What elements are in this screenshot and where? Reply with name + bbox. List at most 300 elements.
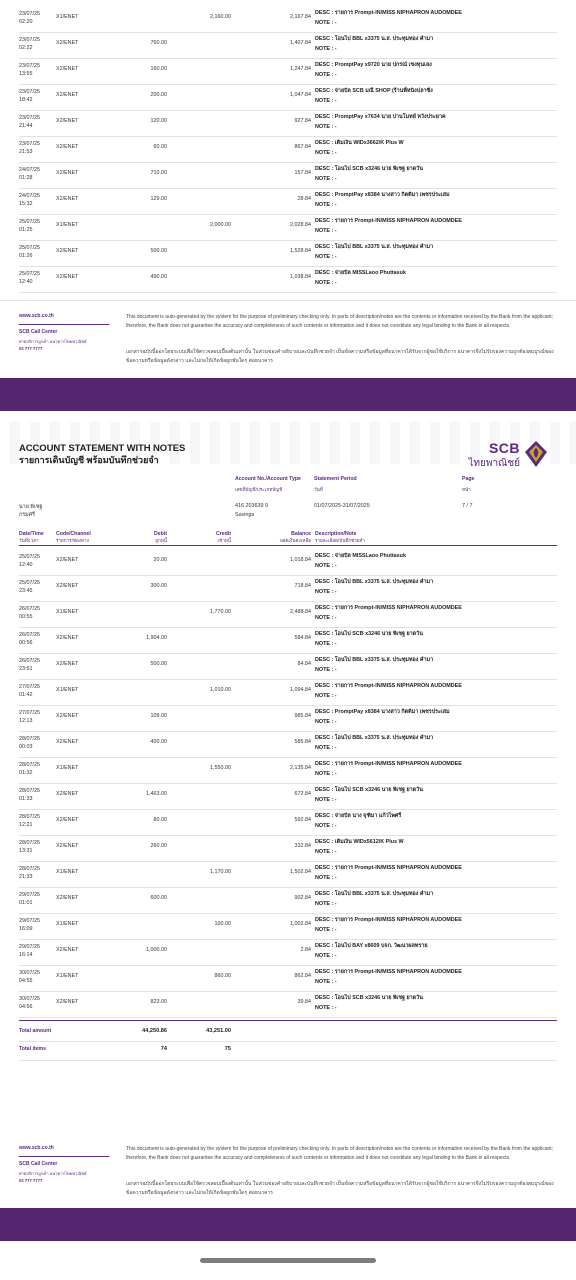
row-description: DESC : รายการ Prompt-IN/MISS NIPHAPRON AUDOMDEE (315, 969, 462, 975)
row-datetime (19, 787, 53, 803)
row-note: NOTE : - (315, 875, 337, 881)
row-date: 26/07/25 (19, 632, 40, 638)
disclaimer-th-p2: เอกสารฉบับนี้ออกโดยระบบเพื่อใช้ตรวจสอบเบื้องต้นเท่านั้น ในส่วนของคำอธิบายและบันทึกช่วยจำ เป็นข้อความหรือข้อมูลที่ธนาคารได้รับจากผู้ขอใช้บริการ ธนาคารจึงไม่รับรองความถูกต้องสมบูรณ์ของข้อความหรือข้อมูลดังกล่าว และไม่ก่อให้เกิดข้อผูกพันใดๆ ต่อธนาคาร (126, 1181, 554, 1196)
row-description: DESC : โอนไป SCB x3246 นาย พิเชฐ ยาดวัน (315, 166, 423, 172)
row-channel: X1/ENET (56, 687, 79, 693)
row-description: DESC : จ่ายบิล MISSLaoo Phuttasuk (315, 553, 406, 559)
row-note: NOTE : - (315, 745, 337, 751)
row-time: 12:40 (19, 279, 33, 285)
row-date: 25/07/25 (19, 580, 40, 586)
row-date: 26/07/25 (19, 658, 40, 664)
row-note: NOTE : - (315, 979, 337, 985)
row-channel: X2/ENET (56, 739, 79, 745)
row-datetime (19, 36, 53, 52)
row-credit: 1,170.00 (210, 869, 231, 875)
col-channel: Code/Channel (56, 531, 91, 537)
row-note: NOTE : - (315, 823, 337, 829)
row-time: 01:28 (19, 175, 33, 181)
row-date: 25/07/25 (19, 554, 40, 560)
row-description: DESC : เติมเงิน WIDx3662/K Plus W (315, 140, 404, 146)
row-date: 30/07/25 (19, 996, 40, 1002)
row-time: 02:22 (19, 45, 33, 51)
row-note: NOTE : - (315, 667, 337, 673)
row-time: 00:56 (19, 640, 33, 646)
row-time: 01:42 (19, 692, 33, 698)
row-datetime (19, 943, 53, 959)
row-debit: 129.00 (150, 196, 167, 202)
row-time: 04:56 (19, 1004, 33, 1010)
row-time: 15:32 (19, 201, 33, 207)
row-channel: X2/ENET (56, 196, 79, 202)
row-balance: 1,018.84 (290, 557, 311, 563)
table-row (19, 914, 557, 940)
total-amount-row (19, 1020, 557, 1042)
table-row (19, 111, 557, 137)
col-debit: Debit (154, 531, 167, 537)
row-debit: 20.00 (153, 557, 167, 563)
row-datetime (19, 553, 53, 569)
row-channel: X2/ENET (56, 895, 79, 901)
row-balance: 867.84 (294, 144, 311, 150)
row-note: NOTE : - (315, 641, 337, 647)
row-date: 28/07/25 (19, 866, 40, 872)
row-note: NOTE : - (315, 98, 337, 104)
row-date: 25/07/25 (19, 219, 40, 225)
account-number: 416 203639 9 (235, 503, 268, 509)
total-items-row (19, 1040, 557, 1061)
row-note: NOTE : - (315, 202, 337, 208)
table-row (19, 966, 557, 992)
call-center-th: ฝ่ายบริการลูกค้า ธนาคารไทยพาณิชย์ (19, 1171, 87, 1176)
table-row (19, 680, 557, 706)
row-time: 01:32 (19, 770, 33, 776)
row-description: DESC : โอนไป BBL x3375 น.ส. ประทุมทอง คำมา (315, 36, 434, 42)
row-note: NOTE : - (315, 150, 337, 156)
row-datetime (19, 88, 53, 104)
row-balance: 2,028.84 (290, 222, 311, 228)
row-balance: 672.84 (294, 791, 311, 797)
table-row (19, 550, 557, 576)
statement-period: 01/07/2025-31/07/2025 (314, 503, 370, 509)
col-balance: Balance (291, 531, 311, 537)
row-credit: 100.00 (214, 921, 231, 927)
table-row (19, 654, 557, 680)
row-balance: 1,502.84 (290, 869, 311, 875)
table-row (19, 241, 557, 267)
row-balance: 985.84 (294, 713, 311, 719)
row-time: 13:31 (19, 848, 33, 854)
disclaimer-th-p1: เอกสารฉบับนี้ออกโดยระบบเพื่อใช้ตรวจสอบเบื้องต้นเท่านั้น ในส่วนของคำอธิบายและบันทึกช่วยจำ เป็นข้อความหรือข้อมูลที่ธนาคารได้รับจากผู้ขอใช้บริการ ธนาคารจึงไม่รับรองความถูกต้องสมบูรณ์ของข้อความหรือข้อมูลดังกล่าว และไม่ก่อให้เกิดข้อผูกพันใดๆ ต่อธนาคาร (126, 349, 554, 364)
page-band-top (0, 378, 576, 411)
row-datetime (19, 244, 53, 260)
row-description: DESC : รายการ Prompt-IN/MISS NIPHAPRON AUDOMDEE (315, 761, 462, 767)
row-description: DESC : PromptPay x9720 นาย ปกรณ์ เชงทุนเลง (315, 62, 432, 68)
statement-title: ACCOUNT STATEMENT WITH NOTES (19, 443, 186, 454)
row-time: 01:26 (19, 253, 33, 259)
row-description: DESC : รายการ Prompt-IN/MISS NIPHAPRON AUDOMDEE (315, 10, 462, 16)
table-row (19, 862, 557, 888)
row-channel: X2/ENET (56, 40, 79, 46)
row-description: DESC : รายการ Prompt-IN/MISS NIPHAPRON AUDOMDEE (315, 865, 462, 871)
call-center-th: ฝ่ายบริการลูกค้า ธนาคารไทยพาณิชย์ (19, 339, 87, 344)
table-row (19, 602, 557, 628)
row-channel: X2/ENET (56, 999, 79, 1005)
page-label: Page (462, 476, 475, 482)
row-balance: 927.84 (294, 118, 311, 124)
row-debit: 490.00 (150, 274, 167, 280)
row-balance: 592.84 (294, 817, 311, 823)
row-time: 23:45 (19, 588, 33, 594)
row-date: 23/07/25 (19, 37, 40, 43)
row-channel: X2/ENET (56, 843, 79, 849)
row-date: 27/07/25 (19, 710, 40, 716)
row-balance: 718.84 (294, 583, 311, 589)
website-link[interactable]: www.scb.co.th (19, 1145, 54, 1151)
row-datetime (19, 865, 53, 881)
row-debit: 600.00 (150, 895, 167, 901)
row-credit: 1,010.00 (210, 687, 231, 693)
row-date: 28/07/25 (19, 736, 40, 742)
row-balance: 28.84 (297, 196, 311, 202)
row-description: DESC : โอนไป BBL x3375 น.ส. ประทุมทอง คำมา (315, 891, 434, 897)
row-note: NOTE : - (315, 20, 337, 26)
total-items-label: Total items (19, 1046, 46, 1052)
row-note: NOTE : - (315, 124, 337, 130)
row-time: 18:42 (19, 97, 33, 103)
col-desc-th: รายละเอียด/บันทึกช่วยจำ (315, 538, 365, 543)
table-row (19, 758, 557, 784)
row-description: DESC : เติมเงิน WIDx5612/K Plus W (315, 839, 404, 845)
row-date: 28/07/25 (19, 840, 40, 846)
row-time: 12:21 (19, 822, 33, 828)
row-date: 27/07/25 (19, 684, 40, 690)
row-channel: X2/ENET (56, 947, 79, 953)
row-note: NOTE : - (315, 927, 337, 933)
row-note: NOTE : - (315, 72, 337, 78)
total-amount-label: Total amount (19, 1028, 52, 1034)
row-date: 25/07/25 (19, 271, 40, 277)
table-row (19, 576, 557, 602)
table-row (19, 33, 557, 59)
row-datetime (19, 270, 53, 286)
row-time: 01:33 (19, 796, 33, 802)
row-balance: 862.84 (294, 973, 311, 979)
row-balance: 1,047.84 (290, 92, 311, 98)
row-datetime (19, 10, 53, 26)
row-description: DESC : จ่ายบิล นาง จุฑิมา แก้วไพศรี (315, 813, 402, 819)
row-note: NOTE : - (315, 254, 337, 260)
row-debit: 1,904.00 (146, 635, 167, 641)
row-datetime (19, 969, 53, 985)
row-balance: 585.84 (294, 739, 311, 745)
row-time: 00:03 (19, 744, 33, 750)
col-date: Date/Time (19, 531, 44, 537)
table-row (19, 163, 557, 189)
row-credit: 2,000.00 (210, 222, 231, 228)
table-row (19, 732, 557, 758)
row-debit: 500.00 (150, 248, 167, 254)
row-date: 29/07/25 (19, 918, 40, 924)
row-datetime (19, 683, 53, 699)
row-description: DESC : โอนไป BBL x3375 น.ส. ประทุมทอง คำมา (315, 244, 434, 250)
page-band-bottom (0, 1208, 576, 1241)
row-debit: 710.00 (150, 170, 167, 176)
row-time: 12:40 (19, 562, 33, 568)
row-balance: 1,094.84 (290, 687, 311, 693)
row-channel: X1/ENET (56, 973, 79, 979)
table-row (19, 137, 557, 163)
row-channel: X2/ENET (56, 661, 79, 667)
home-indicator[interactable] (200, 1258, 376, 1263)
table-row (19, 59, 557, 85)
row-datetime (19, 657, 53, 673)
row-channel: X2/ENET (56, 791, 79, 797)
row-balance: 2,135.84 (290, 765, 311, 771)
row-credit: 1,770.00 (210, 609, 231, 615)
row-datetime (19, 192, 53, 208)
row-channel: X1/ENET (56, 222, 79, 228)
period-label-th: วันที่ (314, 487, 323, 492)
debit-items: 74 (160, 1046, 167, 1052)
row-date: 28/07/25 (19, 762, 40, 768)
row-time: 01:25 (19, 227, 33, 233)
row-debit: 760.00 (150, 40, 167, 46)
row-datetime (19, 114, 53, 130)
row-note: NOTE : - (315, 953, 337, 959)
disclaimer-en-p1: This document is auto-generated by the system for the purpose of preliminary checking only. In parts of description/notes are the contents or information received by the Bank from the applicant; therefore, the Bank does not guarantee the accuracy and completeness of such contents or information and it does not constitute any legal binding to the Bank in all respects. (126, 314, 554, 329)
col-credit-th: เข้าหนี้ (217, 538, 231, 543)
row-datetime (19, 605, 53, 621)
row-description: DESC : PromptPay x7634 นาย ปานโมทย์ หวังประยาค (315, 114, 446, 120)
disclaimer-en-p2: This document is auto-generated by the system for the purpose of preliminary checking only. In parts of description/notes are the contents or information received by the Bank from the applicant; therefore, the Bank does not guarantee the accuracy and completeness of such contents or information and it does not constitute any legal binding to the Bank in all respects. (126, 1146, 554, 1161)
row-balance: 1,038.84 (290, 274, 311, 280)
row-date: 25/07/25 (19, 245, 40, 251)
row-description: DESC : รายการ Prompt-IN/MISS NIPHAPRON AUDOMDEE (315, 683, 462, 689)
row-description: DESC : โอนไป BBL x3375 น.ส. ประทุมทอง คำมา (315, 735, 434, 741)
row-time: 12:13 (19, 718, 33, 724)
row-note: NOTE : - (315, 563, 337, 569)
table-row (19, 784, 557, 810)
row-note: NOTE : - (315, 615, 337, 621)
row-balance: 84.84 (297, 661, 311, 667)
row-channel: X1/ENET (56, 14, 79, 20)
row-balance: 1,528.84 (290, 248, 311, 254)
row-balance: 2,167.84 (290, 14, 311, 20)
table-row (19, 628, 557, 654)
period-label: Statement Period (314, 476, 357, 482)
row-note: NOTE : - (315, 901, 337, 907)
row-debit: 60.00 (153, 144, 167, 150)
row-description: DESC : โอนไป BBL x3375 น.ส. ประทุมทอง คำมา (315, 657, 434, 663)
row-note: NOTE : - (315, 719, 337, 725)
row-balance: 2,488.84 (290, 609, 311, 615)
row-channel: X2/ENET (56, 92, 79, 98)
row-channel: X2/ENET (56, 144, 79, 150)
total-debit: 44,250.86 (142, 1028, 167, 1034)
column-header-row (19, 531, 557, 546)
table-row (19, 836, 557, 862)
table-row (19, 7, 557, 33)
scb-logo-icon (524, 440, 548, 468)
row-description: DESC : PromptPay x8384 นางสาว กิตติมา เพชรประเสม (315, 192, 450, 198)
row-note: NOTE : - (315, 46, 337, 52)
row-date: 28/07/25 (19, 814, 40, 820)
account-label: Account No./Account Type (235, 476, 301, 482)
row-description: DESC : รายการ Prompt-IN/MISS NIPHAPRON AUDOMDEE (315, 605, 462, 611)
row-description: DESC : โอนไป SCB x3246 นาย พิเชฐ ยาดวัน (315, 787, 423, 793)
row-date: 29/07/25 (19, 892, 40, 898)
row-description: DESC : โอนไป BBL x3375 น.ส. ประทุมทอง คำมา (315, 579, 434, 585)
footer-contact-p2 (19, 1145, 109, 1183)
row-date: 29/07/25 (19, 944, 40, 950)
row-debit: 200.00 (150, 92, 167, 98)
credit-items: 75 (224, 1046, 231, 1052)
table-row (19, 992, 557, 1018)
website-link[interactable]: www.scb.co.th (19, 313, 54, 319)
row-credit: 860.00 (214, 973, 231, 979)
scb-wordmark: SCB (488, 440, 520, 456)
table-row (19, 189, 557, 215)
row-time: 01:01 (19, 900, 33, 906)
table-row (19, 85, 557, 111)
row-description: DESC : โอนไป SCB x3246 นาย พิเชฐ ยาดวัน (315, 995, 423, 1001)
row-note: NOTE : - (315, 176, 337, 182)
row-debit: 120.00 (150, 118, 167, 124)
scb-wordmark-th: ไทยพาณิชย์ (468, 458, 520, 469)
row-datetime (19, 891, 53, 907)
row-channel: X1/ENET (56, 921, 79, 927)
table-row (19, 215, 557, 241)
row-note: NOTE : - (315, 280, 337, 286)
row-channel: X2/ENET (56, 713, 79, 719)
row-date: 23/07/25 (19, 63, 40, 69)
holder-sub: กรมศรี (19, 512, 36, 518)
row-channel: X2/ENET (56, 118, 79, 124)
row-date: 23/07/25 (19, 89, 40, 95)
col-date-th: วันที่/เวลา (19, 538, 39, 543)
row-balance: 902.84 (294, 895, 311, 901)
table-row (19, 267, 557, 293)
row-debit: 160.00 (150, 66, 167, 72)
row-balance: 1,407.84 (290, 40, 311, 46)
phone-number[interactable]: 02 777 7777 (19, 1178, 43, 1183)
row-channel: X2/ENET (56, 66, 79, 72)
row-date: 23/07/25 (19, 115, 40, 121)
row-debit: 500.00 (150, 661, 167, 667)
row-debit: 109.00 (150, 713, 167, 719)
holder-name: นาย พิเชฐ (19, 504, 43, 510)
phone-number[interactable]: 02 777 7777 (19, 346, 43, 351)
row-datetime (19, 839, 53, 855)
total-credit: 43,251.00 (206, 1028, 231, 1034)
page-number: 7 / 7 (462, 503, 473, 509)
row-balance: 157.84 (294, 170, 311, 176)
row-date: 24/07/25 (19, 167, 40, 173)
row-channel: X1/ENET (56, 609, 79, 615)
row-description: DESC : รายการ Prompt-IN/MISS NIPHAPRON AUDOMDEE (315, 218, 462, 224)
row-channel: X1/ENET (56, 765, 79, 771)
row-datetime (19, 709, 53, 725)
row-note: NOTE : - (315, 797, 337, 803)
row-note: NOTE : - (315, 693, 337, 699)
row-datetime (19, 813, 53, 829)
row-time: 23:51 (19, 666, 33, 672)
row-balance: 1,002.84 (290, 921, 311, 927)
row-balance: 2.84 (300, 947, 311, 953)
row-debit: 80.00 (153, 817, 167, 823)
row-description: DESC : จ่ายบิล MISSLaoo Phuttasuk (315, 270, 406, 276)
row-note: NOTE : - (315, 228, 337, 234)
row-date: 28/07/25 (19, 788, 40, 794)
row-time: 21:53 (19, 149, 33, 155)
row-date: 23/07/25 (19, 11, 40, 17)
row-debit: 400.00 (150, 739, 167, 745)
row-datetime (19, 631, 53, 647)
col-channel-th: รายการ/ช่องทาง (56, 538, 89, 543)
row-time: 21:33 (19, 874, 33, 880)
table-row (19, 810, 557, 836)
row-channel: X2/ENET (56, 817, 79, 823)
col-desc: Description/Note (315, 531, 357, 537)
row-balance: 39.84 (297, 999, 311, 1005)
statement-title-th: รายการเดินบัญชี พร้อมบันทึกช่วยจำ (19, 455, 159, 465)
row-time: 13:55 (19, 71, 33, 77)
row-description: DESC : โอนไป SCB x3246 นาย พิเชฐ ยาดวัน (315, 631, 423, 637)
footer-contact-p1 (19, 313, 109, 351)
row-channel: X2/ENET (56, 170, 79, 176)
col-credit: Credit (216, 531, 231, 537)
row-description: DESC : PromptPay x8384 นางสาว กิตติมา เพชรประเสม (315, 709, 450, 715)
row-datetime (19, 62, 53, 78)
row-channel: X2/ENET (56, 557, 79, 563)
row-channel: X2/ENET (56, 635, 79, 641)
row-description: DESC : รายการ Prompt-IN/MISS NIPHAPRON AUDOMDEE (315, 917, 462, 923)
row-datetime (19, 218, 53, 234)
row-debit: 260.00 (150, 843, 167, 849)
row-credit: 2,160.00 (210, 14, 231, 20)
row-date: 23/07/25 (19, 141, 40, 147)
row-credit: 1,550.00 (210, 765, 231, 771)
table-row (19, 706, 557, 732)
row-debit: 300.00 (150, 583, 167, 589)
account-type: Savings (235, 512, 255, 518)
row-description: DESC : โอนไป BAY x8609 บจก. วัฒนาผลทราย (315, 943, 428, 949)
divider (0, 300, 576, 301)
account-label-th: เลขที่บัญชี/ประเภทบัญชี (235, 487, 283, 492)
row-balance: 1,247.84 (290, 66, 311, 72)
col-debit-th: ถูกหนี้ (155, 538, 167, 543)
table-row (19, 888, 557, 914)
row-note: NOTE : - (315, 849, 337, 855)
row-debit: 823.00 (150, 999, 167, 1005)
row-description: DESC : จ่ายบิล SCB มณี SHOP (ร้านพี่หนิงปลาซิ่ง (315, 88, 433, 94)
row-channel: X1/ENET (56, 869, 79, 875)
row-channel: X2/ENET (56, 274, 79, 280)
row-datetime (19, 761, 53, 777)
row-date: 30/07/25 (19, 970, 40, 976)
row-note: NOTE : - (315, 1005, 337, 1011)
row-channel: X2/ENET (56, 248, 79, 254)
row-balance: 584.84 (294, 635, 311, 641)
row-date: 24/07/25 (19, 193, 40, 199)
row-note: NOTE : - (315, 589, 337, 595)
row-time: 21:44 (19, 123, 33, 129)
row-balance: 332.84 (294, 843, 311, 849)
row-time: 02:20 (19, 19, 33, 25)
row-time: 16:14 (19, 952, 33, 958)
row-time: 04:55 (19, 978, 33, 984)
col-balance-th: ยอดเงินคงเหลือ (280, 538, 311, 543)
